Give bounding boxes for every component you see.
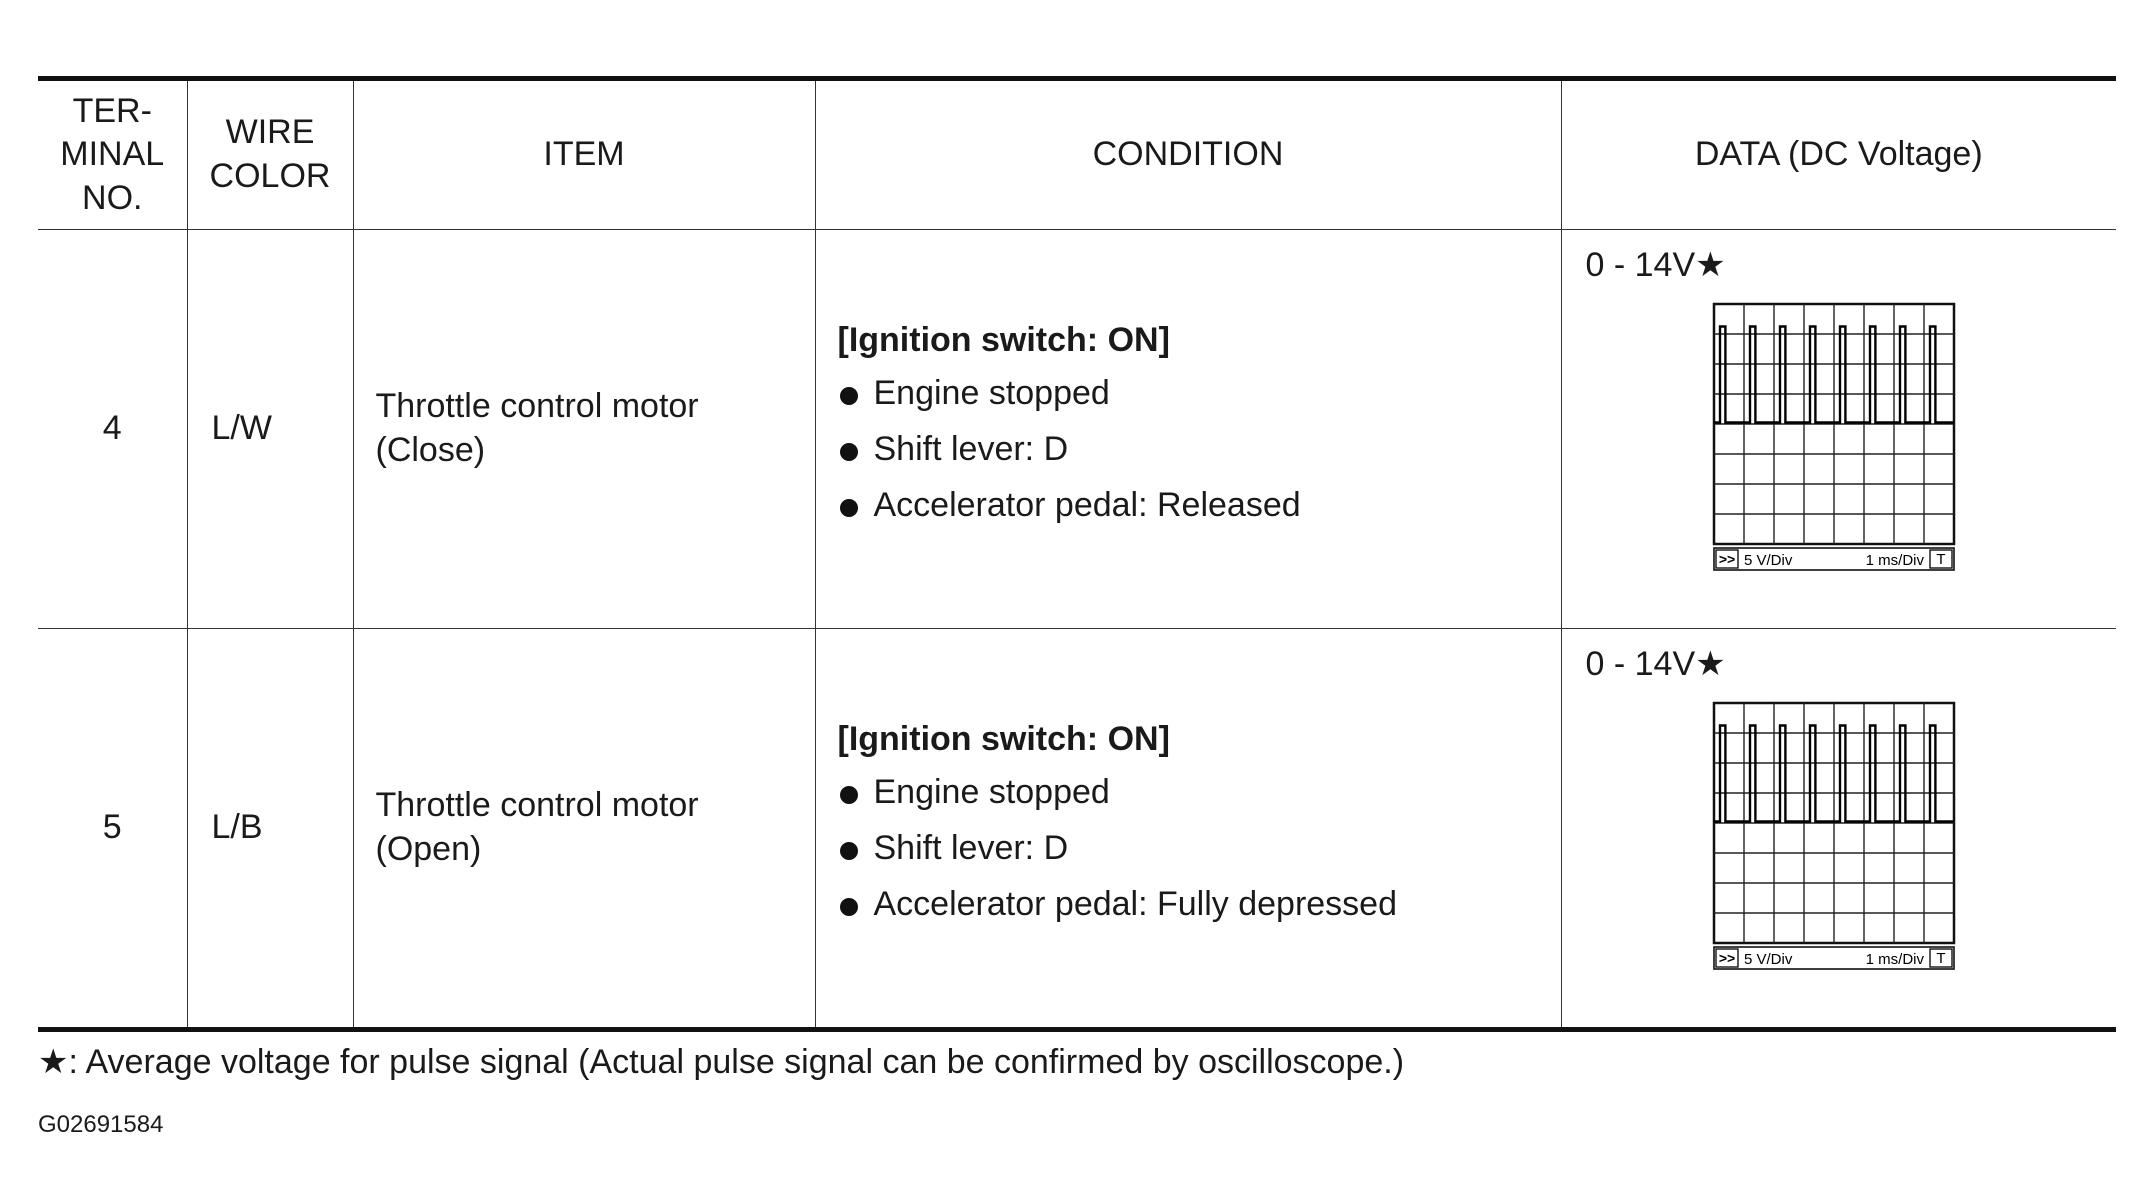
scope-volt-div: 5 V/Div [1743,951,1792,968]
condition-item: Accelerator pedal: Fully depressed [838,883,1561,927]
oscilloscope-waveform [1712,302,1956,574]
condition-item: Shift lever: D [838,428,1561,472]
condition-item: Accelerator pedal: Released [838,484,1561,528]
item-description: Throttle control motor (Open) [353,629,815,1030]
data-voltage-value: 0 - 14V★ [1585,645,1726,683]
oscilloscope-waveform [1712,701,1956,973]
condition-item: Engine stopped [838,771,1561,815]
data-cell [1561,629,2116,1030]
table-row [38,230,2116,629]
condition-item: Engine stopped [838,372,1561,416]
condition-list [838,372,1561,527]
data-cell [1561,230,2116,629]
header-item: ITEM [353,79,815,230]
header-terminal-no: TER- MINAL NO. [38,79,187,230]
scope-left-marker: >> [1718,551,1735,567]
footnote: ★: Average voltage for pulse signal (Actual pulse signal can be confirmed by oscilloscope.) [38,1043,1405,1081]
scope-svg [1712,302,1956,574]
terminal-data-table [38,76,2116,1032]
item-description: Throttle control motor (Close) [353,230,815,629]
scope-svg [1712,701,1956,973]
condition-cell [815,230,1561,629]
table-header-row [38,79,2116,230]
condition-title: [Ignition switch: ON] [837,719,1170,758]
scope-left-marker: >> [1718,950,1735,966]
header-condition: CONDITION [815,79,1561,230]
wire-color: L/B [187,629,353,1030]
scope-time-div: 1 ms/Div [1865,552,1924,569]
condition-item: Shift lever: D [838,827,1561,871]
data-voltage-value: 0 - 14V★ [1585,246,1726,284]
wire-color: L/W [187,230,353,629]
header-data: DATA (DC Voltage) [1561,79,2116,230]
terminal-number: 5 [38,629,187,1030]
scope-volt-div: 5 V/Div [1743,552,1792,569]
terminal-number: 4 [38,230,187,629]
scope-trigger-marker: T [1935,950,1946,967]
scope-time-div: 1 ms/Div [1865,951,1924,968]
condition-cell [815,629,1561,1030]
condition-title: [Ignition switch: ON] [837,320,1170,359]
figure-code: G02691584 [38,1111,164,1138]
table-row [38,629,2116,1030]
header-wire-color: WIRE COLOR [187,79,353,230]
scope-trigger-marker: T [1935,551,1946,568]
condition-list [838,771,1561,926]
